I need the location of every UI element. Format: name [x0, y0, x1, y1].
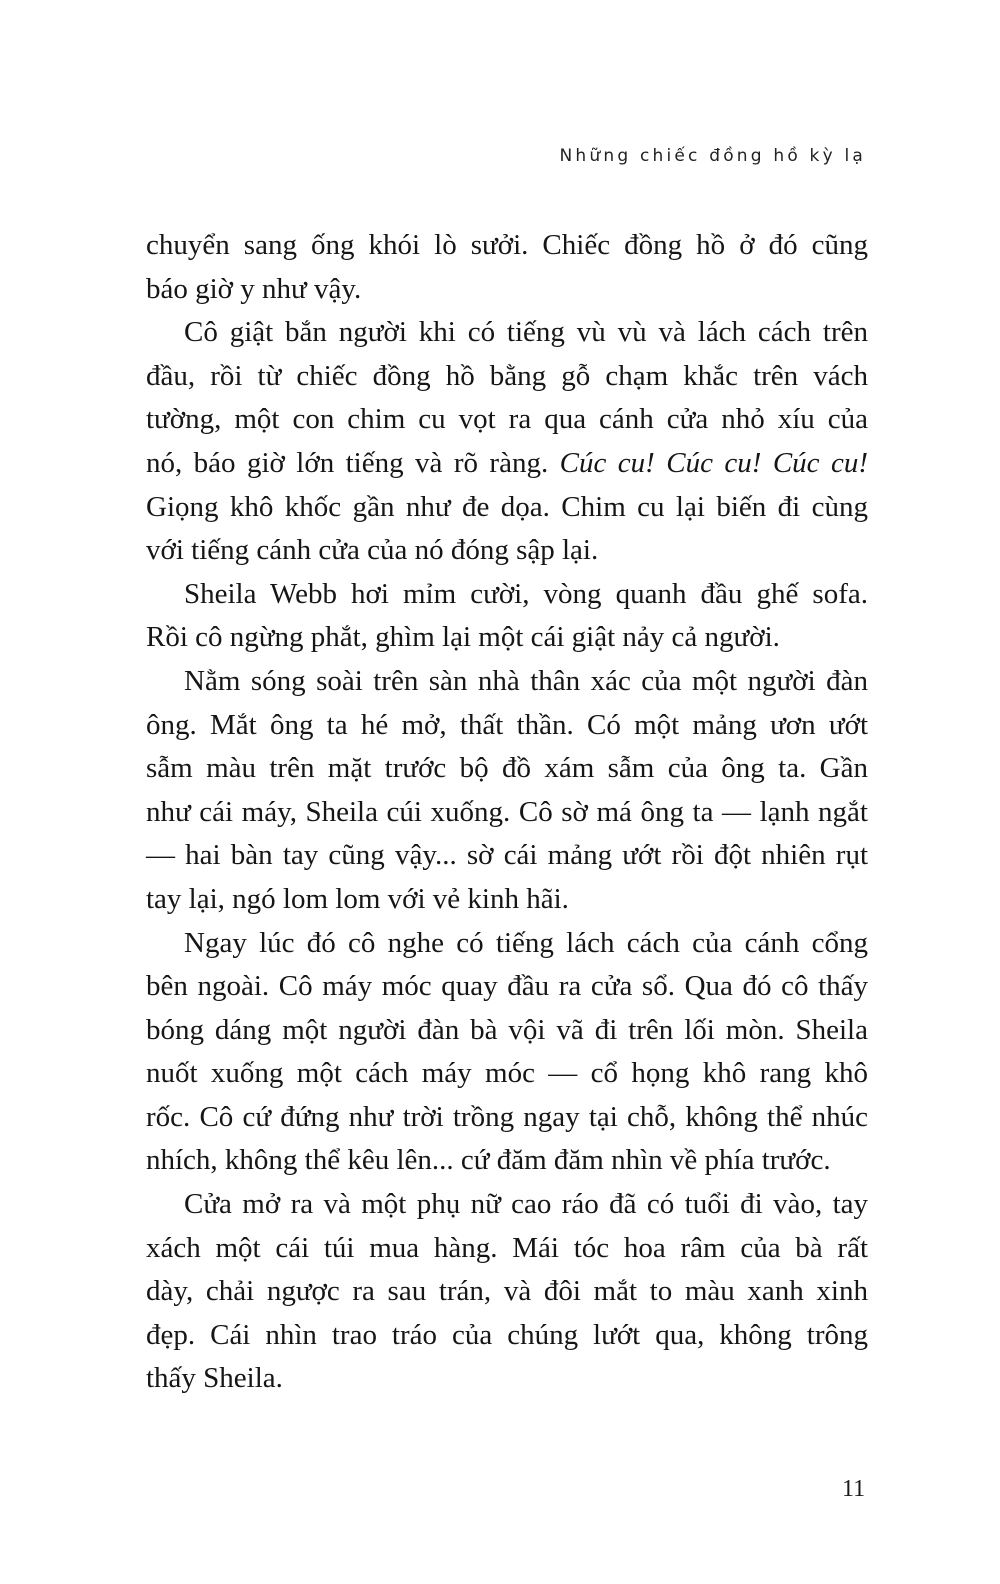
text-line: xách một cái túi mua hàng. Mái tóc hoa râm của bà rất: [146, 1231, 868, 1264]
text-line: Cô giật bắn người khi có tiếng vù vù và lách cách trên: [184, 316, 868, 349]
page-number: 11: [842, 1476, 866, 1502]
paragraph-3: [146, 573, 868, 660]
text-line: tay lại, ngó lom lom với vẻ kinh hãi.: [146, 882, 569, 915]
text-fragment: nó, báo giờ lớn tiếng và rõ ràng.: [146, 446, 560, 479]
text-line: báo giờ y như vậy.: [146, 272, 362, 305]
text-line: đầu, rồi từ chiếc đồng hồ bằng gỗ chạm khắc trên vách: [146, 359, 868, 392]
text-line: dày, chải ngược ra sau trán, và đôi mắt to màu xanh xinh: [146, 1275, 868, 1308]
text-line: bên ngoài. Cô máy móc quay đầu ra cửa sổ. Qua đó cô thấy: [146, 970, 868, 1003]
text-line: Cửa mở ra và một phụ nữ cao ráo đã có tuổi đi vào, tay: [184, 1188, 868, 1221]
text-line: Rồi cô ngừng phắt, ghìm lại một cái giật nảy cả người.: [146, 621, 780, 654]
body-text: [146, 224, 868, 1401]
text-line: thấy Sheila.: [146, 1362, 283, 1395]
paragraph-6: [146, 1183, 868, 1401]
text-line: Giọng khô khốc gần như đe dọa. Chim cu lại biến đi cùng: [146, 490, 868, 523]
text-line: rốc. Cô cứ đứng như trời trồng ngay tại chỗ, không thể nhúc: [146, 1100, 868, 1133]
running-header-title: Những chiếc đồng hồ kỳ lạ: [559, 146, 866, 166]
text-line: ông. Mắt ông ta hé mở, thất thần. Có một mảng ươn ướt: [146, 708, 868, 741]
text-line: Ngay lúc đó cô nghe có tiếng lách cách của cánh cổng: [184, 926, 868, 959]
text-line: bóng dáng một người đàn bà vội vã đi trên lối mòn. Sheila: [146, 1013, 868, 1046]
paragraph-1: [146, 224, 868, 311]
text-line: nuốt xuống một cách máy móc — cổ họng khô rang khô: [146, 1057, 868, 1090]
text-line-with-italic: [146, 442, 868, 486]
text-line: Nằm sóng soài trên sàn nhà thân xác của một người đàn: [184, 664, 868, 697]
text-line: Sheila Webb hơi mỉm cười, vòng quanh đầu ghế sofa.: [184, 577, 868, 610]
italic-cuckoo-sound: Cúc cu! Cúc cu! Cúc cu!: [559, 446, 868, 479]
text-line: tường, một con chim cu vọt ra qua cánh cửa nhỏ xíu của: [146, 403, 868, 436]
paragraph-2: [146, 311, 868, 573]
text-line: nhích, không thể kêu lên... cứ đăm đăm nhìn về phía trước.: [146, 1144, 831, 1177]
text-line: đẹp. Cái nhìn trao tráo của chúng lướt qua, không trông: [146, 1318, 868, 1351]
paragraph-5: [146, 922, 868, 1184]
text-line: chuyển sang ống khói lò sưởi. Chiếc đồng hồ ở đó cũng: [146, 229, 868, 261]
text-line: sẫm màu trên mặt trước bộ đồ xám sẫm của ông ta. Gần: [146, 752, 868, 785]
text-line: với tiếng cánh cửa của nó đóng sập lại.: [146, 534, 599, 567]
paragraph-4: [146, 660, 868, 922]
text-line: — hai bàn tay cũng vậy... sờ cái mảng ướt rồi đột nhiên rụt: [146, 839, 868, 872]
text-line: như cái máy, Sheila cúi xuống. Cô sờ má ông ta — lạnh ngắt: [146, 795, 868, 828]
